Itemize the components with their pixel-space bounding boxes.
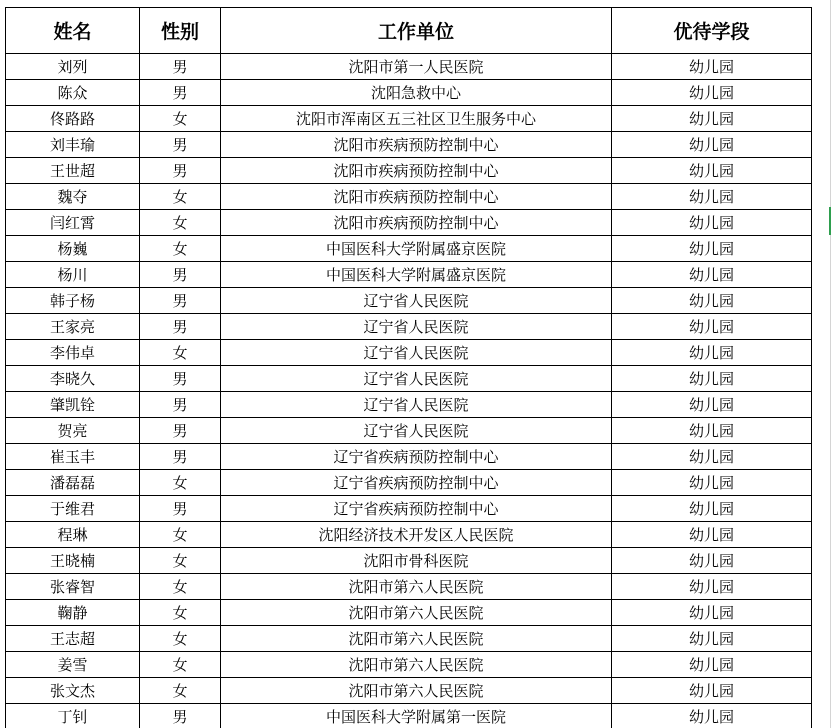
cell-gender[interactable]: 女: [140, 106, 221, 132]
cell-stage[interactable]: 幼儿园: [612, 80, 812, 106]
cell-stage[interactable]: 幼儿园: [612, 704, 812, 728]
cell-name[interactable]: 韩子杨: [6, 288, 140, 314]
cell-name[interactable]: 杨巍: [6, 236, 140, 262]
cell-stage[interactable]: 幼儿园: [612, 522, 812, 548]
cell-name[interactable]: 丁钊: [6, 704, 140, 728]
cell-name[interactable]: 姜雪: [6, 652, 140, 678]
cell-gender[interactable]: 男: [140, 54, 221, 80]
cell-name[interactable]: 李伟卓: [6, 340, 140, 366]
table-row: [6, 678, 812, 704]
header-gender[interactable]: 性别: [140, 8, 221, 54]
cell-name[interactable]: 魏夺: [6, 184, 140, 210]
cell-unit[interactable]: 辽宁省人民医院: [221, 392, 612, 418]
cell-unit[interactable]: 沈阳市疾病预防控制中心: [221, 132, 612, 158]
cell-unit[interactable]: 辽宁省人民医院: [221, 366, 612, 392]
cell-stage[interactable]: 幼儿园: [612, 652, 812, 678]
cell-gender[interactable]: 男: [140, 262, 221, 288]
table-row: [6, 392, 812, 418]
cell-stage[interactable]: 幼儿园: [612, 600, 812, 626]
cell-unit[interactable]: 辽宁省疾病预防控制中心: [221, 496, 612, 522]
cell-unit[interactable]: 辽宁省人民医院: [221, 340, 612, 366]
cell-name[interactable]: 崔玉丰: [6, 444, 140, 470]
cell-gender[interactable]: 男: [140, 418, 221, 444]
cell-unit[interactable]: 中国医科大学附属盛京医院: [221, 236, 612, 262]
cell-unit[interactable]: 沈阳市第六人民医院: [221, 678, 612, 704]
cell-gender[interactable]: 男: [140, 314, 221, 340]
header-unit[interactable]: 工作单位: [221, 8, 612, 54]
cell-unit[interactable]: 沈阳市浑南区五三社区卫生服务中心: [221, 106, 612, 132]
table-row: [6, 314, 812, 340]
cell-gender[interactable]: 女: [140, 210, 221, 236]
cell-unit[interactable]: 辽宁省疾病预防控制中心: [221, 444, 612, 470]
cell-unit[interactable]: 沈阳市第六人民医院: [221, 574, 612, 600]
cell-gender[interactable]: 女: [140, 600, 221, 626]
cell-unit[interactable]: 辽宁省人民医院: [221, 418, 612, 444]
cell-stage[interactable]: 幼儿园: [612, 288, 812, 314]
cell-name[interactable]: 王晓楠: [6, 548, 140, 574]
cell-stage[interactable]: 幼儿园: [612, 366, 812, 392]
table-row: [6, 548, 812, 574]
cell-name[interactable]: 杨川: [6, 262, 140, 288]
cell-gender[interactable]: 女: [140, 548, 221, 574]
selection-marker: [829, 207, 831, 235]
cell-unit[interactable]: 中国医科大学附属盛京医院: [221, 262, 612, 288]
cell-stage[interactable]: 幼儿园: [612, 548, 812, 574]
cell-stage[interactable]: 幼儿园: [612, 184, 812, 210]
cell-stage[interactable]: 幼儿园: [612, 210, 812, 236]
cell-name[interactable]: 张睿智: [6, 574, 140, 600]
cell-gender[interactable]: 女: [140, 340, 221, 366]
cell-gender[interactable]: 女: [140, 236, 221, 262]
cell-stage[interactable]: 幼儿园: [612, 444, 812, 470]
table-row: [6, 522, 812, 548]
cell-stage[interactable]: 幼儿园: [612, 314, 812, 340]
cell-name[interactable]: 鞠静: [6, 600, 140, 626]
table-row: [6, 574, 812, 600]
table-row: [6, 184, 812, 210]
cell-gender[interactable]: 女: [140, 574, 221, 600]
cell-stage[interactable]: 幼儿园: [612, 158, 812, 184]
cell-stage[interactable]: 幼儿园: [612, 262, 812, 288]
cell-unit[interactable]: 沈阳市第六人民医院: [221, 626, 612, 652]
cell-unit[interactable]: 沈阳市第六人民医院: [221, 600, 612, 626]
cell-gender[interactable]: 女: [140, 626, 221, 652]
cell-stage[interactable]: 幼儿园: [612, 392, 812, 418]
cell-stage[interactable]: 幼儿园: [612, 626, 812, 652]
cell-name[interactable]: 于维君: [6, 496, 140, 522]
cell-name[interactable]: 潘磊磊: [6, 470, 140, 496]
staff-table: [5, 7, 812, 728]
cell-name[interactable]: 陈众: [6, 80, 140, 106]
cell-unit[interactable]: 沈阳市第六人民医院: [221, 652, 612, 678]
table-row: [6, 496, 812, 522]
cell-stage[interactable]: 幼儿园: [612, 106, 812, 132]
cell-stage[interactable]: 幼儿园: [612, 496, 812, 522]
cell-stage[interactable]: 幼儿园: [612, 678, 812, 704]
cell-gender[interactable]: 男: [140, 444, 221, 470]
table-row: [6, 418, 812, 444]
header-stage[interactable]: 优待学段: [612, 8, 812, 54]
cell-gender[interactable]: 男: [140, 704, 221, 728]
cell-name[interactable]: 王世超: [6, 158, 140, 184]
cell-gender[interactable]: 女: [140, 184, 221, 210]
table-body: [6, 54, 812, 728]
cell-stage[interactable]: 幼儿园: [612, 236, 812, 262]
cell-name[interactable]: 王志超: [6, 626, 140, 652]
table-row: [6, 600, 812, 626]
cell-name[interactable]: 程琳: [6, 522, 140, 548]
cell-name[interactable]: 肇凯铨: [6, 392, 140, 418]
cell-stage[interactable]: 幼儿园: [612, 470, 812, 496]
cell-gender[interactable]: 女: [140, 522, 221, 548]
cell-gender[interactable]: 女: [140, 652, 221, 678]
cell-unit[interactable]: 辽宁省疾病预防控制中心: [221, 470, 612, 496]
cell-name[interactable]: 佟路路: [6, 106, 140, 132]
table-row: [6, 80, 812, 106]
cell-gender[interactable]: 男: [140, 158, 221, 184]
cell-gender[interactable]: 男: [140, 366, 221, 392]
cell-name[interactable]: 刘丰瑜: [6, 132, 140, 158]
cell-unit[interactable]: 沈阳市第一人民医院: [221, 54, 612, 80]
cell-gender[interactable]: 女: [140, 470, 221, 496]
cell-gender[interactable]: 女: [140, 678, 221, 704]
table-row: [6, 288, 812, 314]
cell-gender[interactable]: 男: [140, 496, 221, 522]
cell-name[interactable]: 张文杰: [6, 678, 140, 704]
cell-stage[interactable]: 幼儿园: [612, 340, 812, 366]
table-row: [6, 340, 812, 366]
sheet-gridline: [830, 0, 831, 728]
cell-stage[interactable]: 幼儿园: [612, 418, 812, 444]
cell-unit[interactable]: 沈阳市疾病预防控制中心: [221, 210, 612, 236]
cell-gender[interactable]: 男: [140, 132, 221, 158]
cell-unit[interactable]: 沈阳经济技术开发区人民医院: [221, 522, 612, 548]
table-row: [6, 626, 812, 652]
table-row: [6, 158, 812, 184]
cell-stage[interactable]: 幼儿园: [612, 132, 812, 158]
cell-name[interactable]: 贺亮: [6, 418, 140, 444]
table-row: [6, 444, 812, 470]
table-row: [6, 132, 812, 158]
cell-gender[interactable]: 男: [140, 392, 221, 418]
cell-stage[interactable]: 幼儿园: [612, 54, 812, 80]
table-row: [6, 54, 812, 80]
table-row: [6, 106, 812, 132]
cell-gender[interactable]: 男: [140, 288, 221, 314]
cell-unit[interactable]: 辽宁省人民医院: [221, 314, 612, 340]
cell-unit[interactable]: 中国医科大学附属第一医院: [221, 704, 612, 728]
cell-gender[interactable]: 男: [140, 80, 221, 106]
cell-name[interactable]: 闫红霄: [6, 210, 140, 236]
cell-name[interactable]: 李晓久: [6, 366, 140, 392]
table-row: [6, 262, 812, 288]
cell-name[interactable]: 王家亮: [6, 314, 140, 340]
cell-unit[interactable]: 沈阳急救中心: [221, 80, 612, 106]
header-name[interactable]: 姓名: [6, 8, 140, 54]
header-row: [6, 8, 812, 54]
table-row: [6, 210, 812, 236]
table-row: [6, 236, 812, 262]
cell-stage[interactable]: 幼儿园: [612, 574, 812, 600]
cell-unit[interactable]: 沈阳市疾病预防控制中心: [221, 158, 612, 184]
table-row: [6, 704, 812, 728]
cell-name[interactable]: 刘列: [6, 54, 140, 80]
table-row: [6, 652, 812, 678]
cell-unit[interactable]: 沈阳市疾病预防控制中心: [221, 184, 612, 210]
cell-unit[interactable]: 辽宁省人民医院: [221, 288, 612, 314]
cell-unit[interactable]: 沈阳市骨科医院: [221, 548, 612, 574]
table-row: [6, 470, 812, 496]
table-row: [6, 366, 812, 392]
